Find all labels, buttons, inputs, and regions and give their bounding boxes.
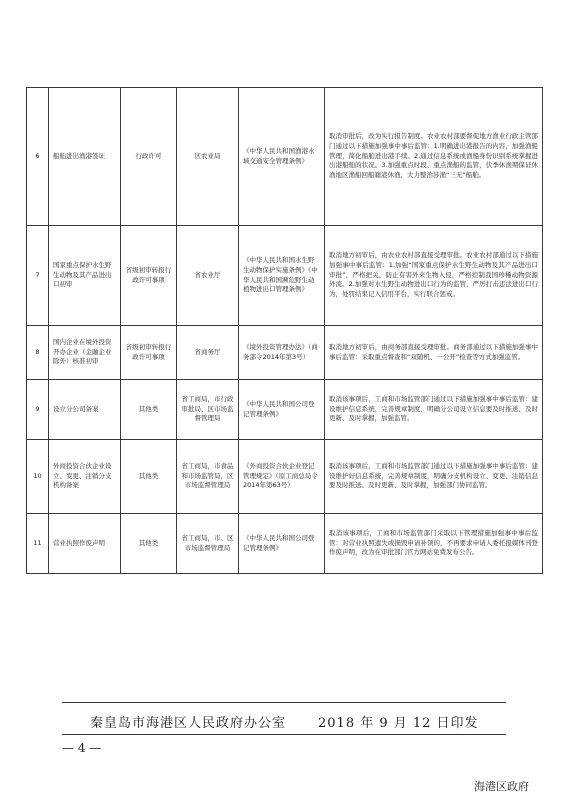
item-dept: 省工商局，市行政审批局、区市场监督管理局 xyxy=(177,380,239,440)
item-measure: 取消该事项后，工商和市场监管部门采取以下管理措施加强事中事后监管：对营业执照遗失或损毁申请补领的，不再要求申请人委托报媒体刊登作废声明，改为在审批部门官方网站免费发布公告。 xyxy=(325,514,543,574)
item-type: 行政许可 xyxy=(121,88,177,226)
table-row xyxy=(27,514,543,574)
row-number: 6 xyxy=(27,88,49,226)
item-dept: 省农业厅 xyxy=(177,226,239,326)
item-basis: 《中华人民共和国水生野生动物保护实施条例》《中华人民共和国濒危野生动植物进出口管理条例》 xyxy=(239,226,325,326)
table-row xyxy=(27,88,543,226)
footer-divider-bottom xyxy=(62,734,506,735)
table-row xyxy=(27,440,543,514)
issuing-office: 秦皇岛市海港区人民政府办公室 xyxy=(90,716,287,731)
page-number: — 4 — xyxy=(62,741,102,755)
row-number: 8 xyxy=(27,326,49,380)
item-dept: 省工商局，市食品和市场监管局，区市场监督管理局 xyxy=(177,440,239,514)
item-name: 设立分公司备案 xyxy=(49,380,121,440)
item-measure: 取消地方初审后，由商务部直接受理审批。商务部通过以下措施加强事中事后监管：采取重点督查和“双随机、一公开”检查等方式加强监管。 xyxy=(325,326,543,380)
issue-date: 2018 年 9 月 12 日印发 xyxy=(318,716,479,731)
item-type: 省级初审转报行政许可事项 xyxy=(121,326,177,380)
item-measure: 取消该事项后，工商和市场监管部门通过以下措施加强事中事后监管：建设维护信息系统，完善规章制度，明确分公司设立信息要及时推送、及时更新、及时掌握，加强监管。 xyxy=(325,380,543,440)
table-row xyxy=(27,380,543,440)
table-row xyxy=(27,326,543,380)
source-watermark: 海港区政府 xyxy=(474,780,529,793)
item-dept: 区农业局 xyxy=(177,88,239,226)
item-measure: 取消地方初审后，由农业农村部直接受理审批。农业农村部通过以下措施加强事中事后监管：1.加强“国家重点保护水生野生动物及其产品进出口审批”，严格把关，防止有害外来生物入侵，严格控制我国珍稀动物资源外流。2.加强对水生野生动物进出口行为的监管，严厉打击违法进出口行为，处罚结果记入信用平台，实行联合惩戒。 xyxy=(325,226,543,326)
item-measure: 取消该事项后，工商和市场监管部门通过以下措施加强事中事后监管：建设维护好信息系统，完善规章制度，明确分支机构设立、变更、注销信息要及时推送、及时更新、及时掌握，加强部门协同监管。 xyxy=(325,440,543,514)
item-type: 省级初审转报行政许可事项 xyxy=(121,226,177,326)
row-number: 10 xyxy=(27,440,49,514)
item-measure: 取消审批后，改为实行报告制度。农业农村部要督促地方渔业行政主管部门通过以下措施加强事中事后监管：1.明确进出港报告的内容，加强渔船管理，简化船舶进出港手续。2.通过信息系统或渔船身份识别系统掌握进出港船舶的状况。3.加强重点时段、重点渔船的监管，伏季休渔期保证休渔地区渔船回船籍港休渔，大力整治涉渔“三无”船舶。 xyxy=(325,88,543,226)
item-type: 其他类 xyxy=(121,380,177,440)
item-type: 其他类 xyxy=(121,440,177,514)
table-row xyxy=(27,226,543,326)
footer-divider-top xyxy=(62,702,506,703)
item-name: 国家重点保护水生野生动物及其产品进出口初审 xyxy=(49,226,121,326)
item-name: 国内企业在境外投资开办企业（金融企业除外）核准初审 xyxy=(49,326,121,380)
row-number: 7 xyxy=(27,226,49,326)
item-basis: 《境外投资管理办法》（商务部令2014年第3号） xyxy=(239,326,325,380)
item-basis: 《中华人民共和国公司登记管理条例》 xyxy=(239,514,325,574)
item-basis: 《外商投资合伙企业登记管理规定》（原工商总局令2014年第63号） xyxy=(239,440,325,514)
item-basis: 《中华人民共和国渔港水域交通安全管理条例》 xyxy=(239,88,325,226)
row-number: 9 xyxy=(27,380,49,440)
item-name: 船舶进出渔港签证 xyxy=(49,88,121,226)
item-name: 营业执照作废声明 xyxy=(49,514,121,574)
item-dept: 省工商局，市、区市场监督管理局 xyxy=(177,514,239,574)
row-number: 11 xyxy=(27,514,49,574)
table-body xyxy=(27,88,543,574)
policy-table xyxy=(26,87,543,574)
item-basis: 《中华人民共和国公司登记管理条例》 xyxy=(239,380,325,440)
item-dept: 省商务厅 xyxy=(177,326,239,380)
item-type: 其他类 xyxy=(121,514,177,574)
item-name: 外商投资合伙企业设立、变更、注销分支机构备案 xyxy=(49,440,121,514)
